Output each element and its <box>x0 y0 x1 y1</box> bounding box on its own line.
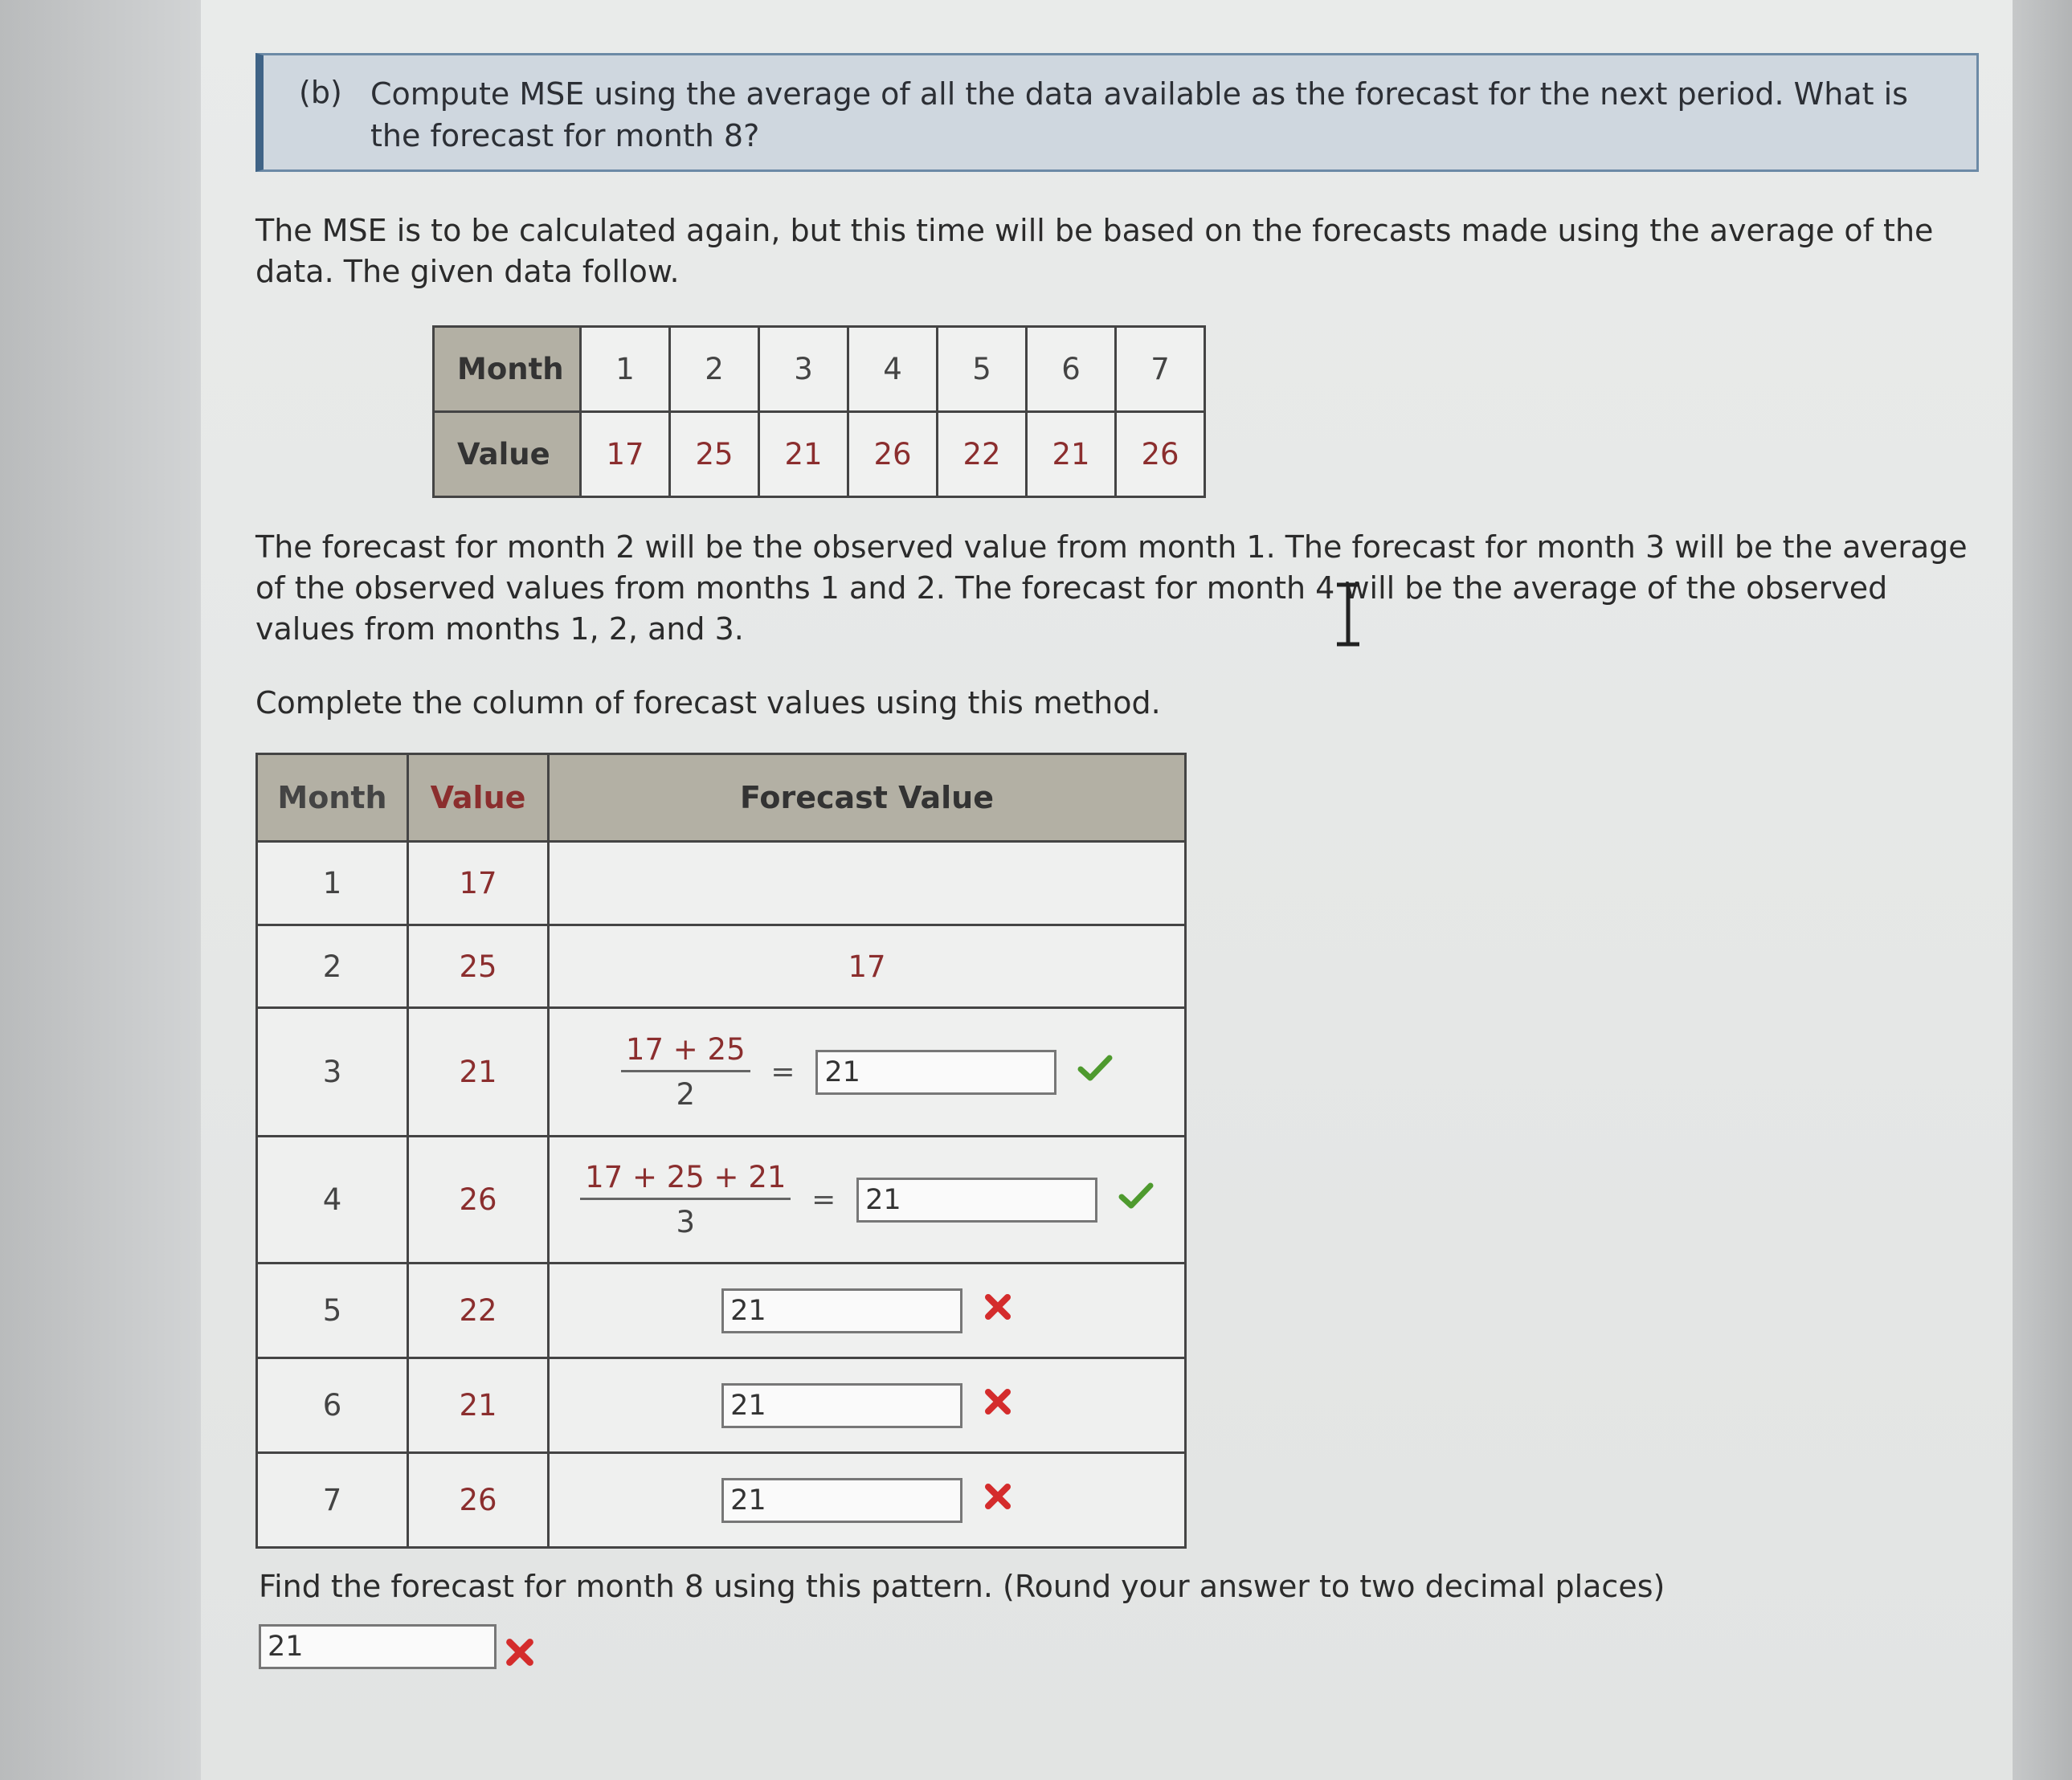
fraction-numerator: 17 + 25 + 21 <box>580 1160 791 1200</box>
row-value: 17 <box>408 842 549 925</box>
row-month: 4 <box>257 1137 408 1264</box>
data-value-cell: 21 <box>1027 412 1116 497</box>
final-prompt: Find the forecast for month 8 using this pattern. (Round your answer to two decimal places) <box>259 1569 1665 1604</box>
data-value-cell: 21 <box>759 412 848 497</box>
x-icon <box>983 1482 1012 1518</box>
forecast-fraction <box>621 1032 750 1112</box>
data-month-cell: 3 <box>759 327 848 412</box>
forecast-column-header: Forecast Value <box>549 754 1186 842</box>
table-row <box>257 1264 1186 1358</box>
value-column-header: Value <box>408 754 549 842</box>
instruction-text: Complete the column of forecast values using this method. <box>255 685 1161 721</box>
value-row-header: Value <box>434 412 581 497</box>
forecast-header-row <box>257 754 1186 842</box>
forecast-input-month-3[interactable]: 21 <box>815 1050 1056 1095</box>
forecast-fraction <box>580 1160 791 1239</box>
row-value: 21 <box>408 1358 549 1453</box>
row-month: 3 <box>257 1008 408 1137</box>
x-icon <box>505 1637 535 1671</box>
equals-sign: = <box>811 1183 836 1216</box>
table-row <box>257 1137 1186 1264</box>
forecast-table <box>255 753 1187 1549</box>
row-month: 2 <box>257 925 408 1008</box>
check-icon <box>1077 1055 1113 1089</box>
data-month-cell: 4 <box>848 327 938 412</box>
data-value-cell: 26 <box>848 412 938 497</box>
row-forecast <box>549 1264 1186 1358</box>
screen-right-edge <box>2013 0 2072 1780</box>
row-forecast-empty <box>549 842 1186 925</box>
explanation-text: The forecast for month 2 will be the observed value from month 1. The forecast for month 3 will be the average of the observed values from months 1 and 2. The forecast for month 4 will be the average of the observed values from months 1, 2, and 3. <box>255 529 1968 647</box>
data-month-cell: 2 <box>670 327 759 412</box>
data-month-cell: 1 <box>581 327 670 412</box>
row-value: 22 <box>408 1264 549 1358</box>
data-value-cell: 17 <box>581 412 670 497</box>
month-row-header: Month <box>434 327 581 412</box>
data-month-cell: 7 <box>1116 327 1205 412</box>
table-row <box>257 842 1186 925</box>
equals-sign: = <box>770 1055 795 1088</box>
table-row <box>257 1008 1186 1137</box>
data-value-cell: 22 <box>938 412 1027 497</box>
row-value: 26 <box>408 1137 549 1264</box>
row-month: 7 <box>257 1453 408 1548</box>
data-month-cell: 5 <box>938 327 1027 412</box>
row-forecast <box>549 1008 1186 1137</box>
x-icon <box>983 1387 1012 1423</box>
data-month-row <box>434 327 1205 412</box>
screen-left-edge <box>0 0 201 1780</box>
forecast-input-month-7[interactable]: 21 <box>721 1478 962 1523</box>
data-month-cell: 6 <box>1027 327 1116 412</box>
data-value-cell: 26 <box>1116 412 1205 497</box>
forecast-value-text: 17 <box>848 949 886 984</box>
row-month: 6 <box>257 1358 408 1453</box>
row-forecast <box>549 925 1186 1008</box>
row-month: 1 <box>257 842 408 925</box>
intro-text: The MSE is to be calculated again, but this time will be based on the forecasts made using the average of the data. The given data follow. <box>255 213 1934 289</box>
table-row <box>257 925 1186 1008</box>
data-value-row <box>434 412 1205 497</box>
check-icon <box>1118 1182 1154 1217</box>
forecast-input-month-5[interactable]: 21 <box>721 1288 962 1333</box>
row-value: 25 <box>408 925 549 1008</box>
data-value-cell: 25 <box>670 412 759 497</box>
fraction-denominator: 3 <box>676 1205 696 1239</box>
x-icon <box>983 1292 1012 1329</box>
row-value: 21 <box>408 1008 549 1137</box>
question-text: Compute MSE using the average of all the data available as the forecast for the next period. What is the forecast for month 8? <box>370 76 1908 153</box>
month-column-header: Month <box>257 754 408 842</box>
row-month: 5 <box>257 1264 408 1358</box>
text-cursor-icon <box>1334 582 1363 650</box>
question-label: (b) <box>299 75 342 110</box>
table-row <box>257 1358 1186 1453</box>
question-box <box>255 53 1979 172</box>
table-row <box>257 1453 1186 1548</box>
row-value: 26 <box>408 1453 549 1548</box>
month-8-forecast-input[interactable]: 21 <box>259 1624 497 1669</box>
row-forecast <box>549 1358 1186 1453</box>
row-forecast <box>549 1137 1186 1264</box>
given-data-table <box>432 325 1206 498</box>
fraction-denominator: 2 <box>676 1077 696 1112</box>
row-forecast <box>549 1453 1186 1548</box>
forecast-input-month-4[interactable]: 21 <box>856 1178 1097 1223</box>
forecast-input-month-6[interactable]: 21 <box>721 1383 962 1428</box>
fraction-numerator: 17 + 25 <box>621 1032 750 1072</box>
